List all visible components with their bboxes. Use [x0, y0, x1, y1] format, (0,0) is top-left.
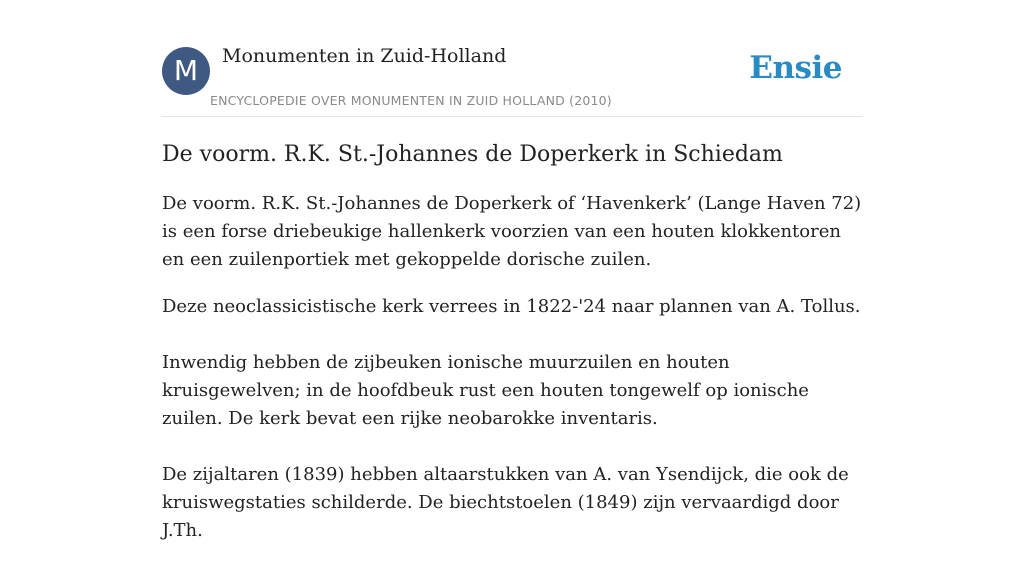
- ensie-logo[interactable]: Ensie: [749, 50, 842, 86]
- source-header: [162, 0, 862, 117]
- source-subtitle: ENCYCLOPEDIE OVER MONUMENTEN IN ZUID HOLLAND (2010): [210, 93, 612, 108]
- article-paragraph: Inwendig hebben de zijbeuken ionische muurzuilen en houten kruisgewelven; in de hoofdbeuk rust een houten tongewelf op ionische zuilen. De kerk bevat een rijke neobarokke inventaris.: [162, 352, 809, 429]
- source-avatar[interactable]: M: [162, 47, 210, 95]
- article: [162, 117, 862, 545]
- article-paragraph: De voorm. R.K. St.-Johannes de Doperkerk of ‘Havenkerk’ (Lange Haven 72) is een forse driebeukige hallenkerk voorzien van een houten klokkentoren en een zuilenportiek met gekoppelde dorische zuilen.: [162, 193, 862, 270]
- source-title-link[interactable]: Monumenten in Zuid-Holland: [222, 45, 507, 67]
- article-title: De voorm. R.K. St.-Johannes de Doperkerk in Schiedam: [162, 142, 783, 167]
- article-paragraph: Deze neoclassicistische kerk verrees in 1822-'24 naar plannen van A. Tollus.: [162, 296, 861, 317]
- article-paragraph: De zijaltaren (1839) hebben altaarstukken van A. van Ysendijck, die ook de kruiswegstaties schilderde. De biechtstoelen (1849) zijn vervaardigd door J.Th.: [162, 464, 849, 541]
- page: [162, 0, 862, 564]
